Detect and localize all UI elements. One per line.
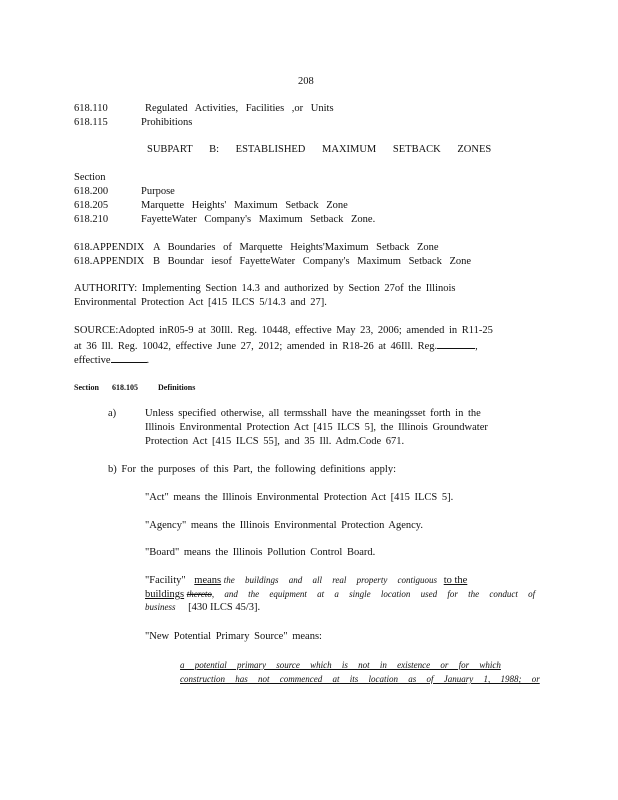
- facility-italic-text: business: [145, 602, 176, 612]
- para-line: Unless specified otherwise, all termsshall have the meaningsset forth in the: [145, 408, 481, 419]
- toc-title: Regulated Activities, Facilities ,or Units: [145, 103, 334, 114]
- page-number: 208: [298, 76, 314, 87]
- subpart-heading: SUBPART B: ESTABLISHED MAXIMUM SETBACK ZONES: [147, 144, 492, 155]
- source-line: [74, 338, 478, 353]
- toc-title: Prohibitions: [141, 117, 193, 128]
- section-heading-title: Definitions: [158, 383, 196, 392]
- authority-line: Environmental Protection Act [415 ILCS 5/14.3 and 27].: [74, 297, 327, 308]
- facility-means: means: [194, 575, 222, 586]
- section-label: Section: [74, 172, 106, 183]
- appendix-number: 618.APPENDIX: [74, 242, 145, 253]
- facility-italic-text: , and the equipment at a single location used for the conduct of: [211, 589, 536, 599]
- definition-board: "Board" means the Illinois Pollution Control Board.: [145, 547, 376, 558]
- facility-italic-text: the buildings and all real property contiguous: [223, 575, 438, 585]
- source-comma: ,: [475, 341, 478, 352]
- facility-inserted-text: buildings: [145, 589, 185, 600]
- definition-new-source: "New Potential Primary Source" means:: [145, 631, 322, 642]
- section-heading-number: 618.105: [112, 383, 138, 392]
- appendix-number: 618.APPENDIX: [74, 256, 145, 267]
- source-period: .: [146, 355, 150, 366]
- blank-line: [437, 338, 475, 349]
- toc-number: 618.110: [74, 103, 108, 114]
- toc-title: Marquette Heights' Maximum Setback Zone: [141, 200, 348, 211]
- new-source-line: a potential primary source which is not in existence or for which: [180, 660, 501, 670]
- definition-facility-line: [145, 588, 535, 601]
- facility-term: "Facility": [145, 575, 186, 586]
- para-line: Illinois Environmental Protection Act [415 ILCS 5], the Illinois Groundwater: [145, 422, 488, 433]
- toc-title: Purpose: [141, 186, 175, 197]
- facility-citation: [430 ILCS 45/3].: [188, 602, 261, 613]
- source-effective: effective: [74, 355, 111, 366]
- toc-number: 618.205: [74, 200, 109, 211]
- toc-number: 618.115: [74, 117, 108, 128]
- para-line: b) For the purposes of this Part, the following definitions apply:: [108, 464, 397, 475]
- new-source-line: construction has not commenced at its location as of January 1, 1988; or: [180, 674, 540, 684]
- facility-struck-text: thereto: [186, 589, 212, 599]
- facility-inserted-text: to the: [443, 575, 468, 586]
- authority-line: AUTHORITY: Implementing Section 14.3 and authorized by Section 27of the Illinois: [74, 283, 456, 294]
- blank-line: [111, 352, 147, 363]
- section-heading-label: Section: [74, 383, 99, 392]
- source-line: [74, 352, 149, 367]
- source-line-text: at 36 Ill. Reg. 10042, effective June 27, 2012; amended in R18-26 at 46Ill. Reg.: [74, 341, 438, 352]
- para-marker: a): [108, 408, 117, 419]
- definition-act: "Act" means the Illinois Environmental Protection Act [415 ILCS 5].: [145, 492, 454, 503]
- definition-facility-line: [145, 601, 260, 614]
- toc-number: 618.200: [74, 186, 109, 197]
- source-line: SOURCE:Adopted inR05-9 at 30Ill. Reg. 10448, effective May 23, 2006; amended in R11-25: [74, 325, 493, 336]
- toc-number: 618.210: [74, 214, 109, 225]
- definition-facility-line: [145, 574, 467, 587]
- toc-title: FayetteWater Company's Maximum Setback Zone.: [141, 214, 376, 225]
- appendix-title: B Boundar iesof FayetteWater Company's Maximum Setback Zone: [153, 256, 472, 267]
- para-line: Protection Act [415 ILCS 55], and 35 Ill. Adm.Code 671.: [145, 436, 405, 447]
- definition-agency: "Agency" means the Illinois Environmental Protection Agency.: [145, 520, 423, 531]
- appendix-title: A Boundaries of Marquette Heights'Maximum Setback Zone: [153, 242, 439, 253]
